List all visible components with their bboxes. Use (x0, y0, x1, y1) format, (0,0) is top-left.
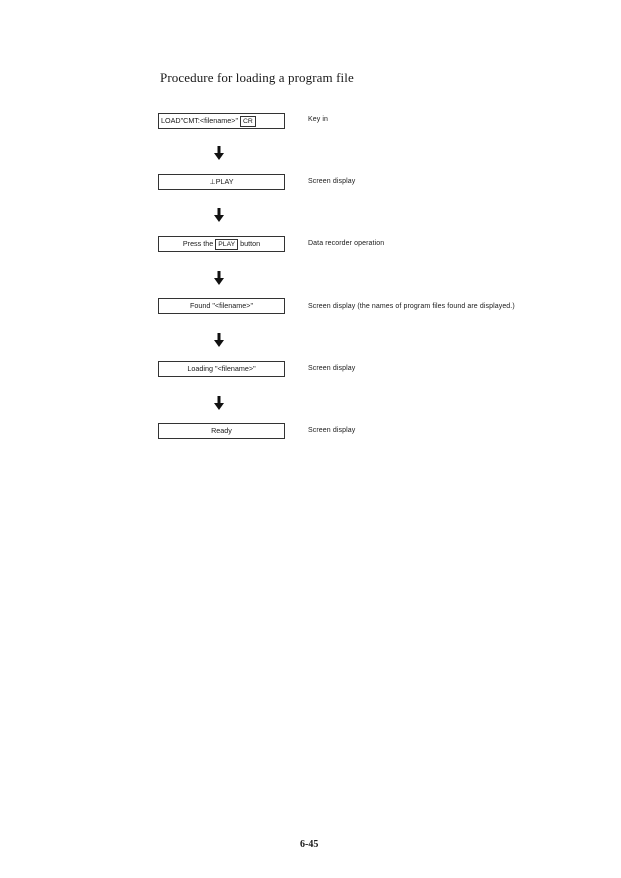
cr-key-cap: CR (240, 116, 256, 127)
page-number: 6-45 (300, 839, 319, 850)
step-description-loading: Screen display (308, 365, 356, 372)
step-description-ready: Screen display (308, 427, 356, 434)
play-symbol-icon: ⊥ (209, 177, 216, 186)
play-key-cap: PLAY (215, 239, 238, 250)
step-box-key-in (158, 113, 285, 129)
step-box-loading: Loading "<filename>" (158, 361, 285, 377)
down-arrow-icon (214, 146, 224, 160)
step-box-found: Found "<filename>" (158, 298, 285, 314)
down-arrow-icon (214, 333, 224, 347)
press-the-text: Press the (182, 239, 214, 248)
load-command-text: LOAD"CMT:<filename>" (161, 116, 239, 125)
step-description-found: Screen display (the names of program files found are displayed.) (308, 303, 515, 310)
step-description-press-play: Data recorder operation (308, 240, 385, 247)
down-arrow-icon (214, 271, 224, 285)
down-arrow-icon (214, 208, 224, 222)
step-box-ready: Ready (158, 423, 285, 439)
down-arrow-icon (214, 396, 224, 410)
button-text: button (240, 239, 261, 248)
play-prompt-text: PLAY (215, 177, 234, 186)
step-box-press-play (158, 236, 285, 252)
step-description-key-in: Key in (308, 116, 329, 123)
step-description-play-prompt: Screen display (308, 178, 356, 185)
page-title: Procedure for loading a program file (160, 70, 354, 85)
step-box-play-prompt (158, 174, 285, 190)
